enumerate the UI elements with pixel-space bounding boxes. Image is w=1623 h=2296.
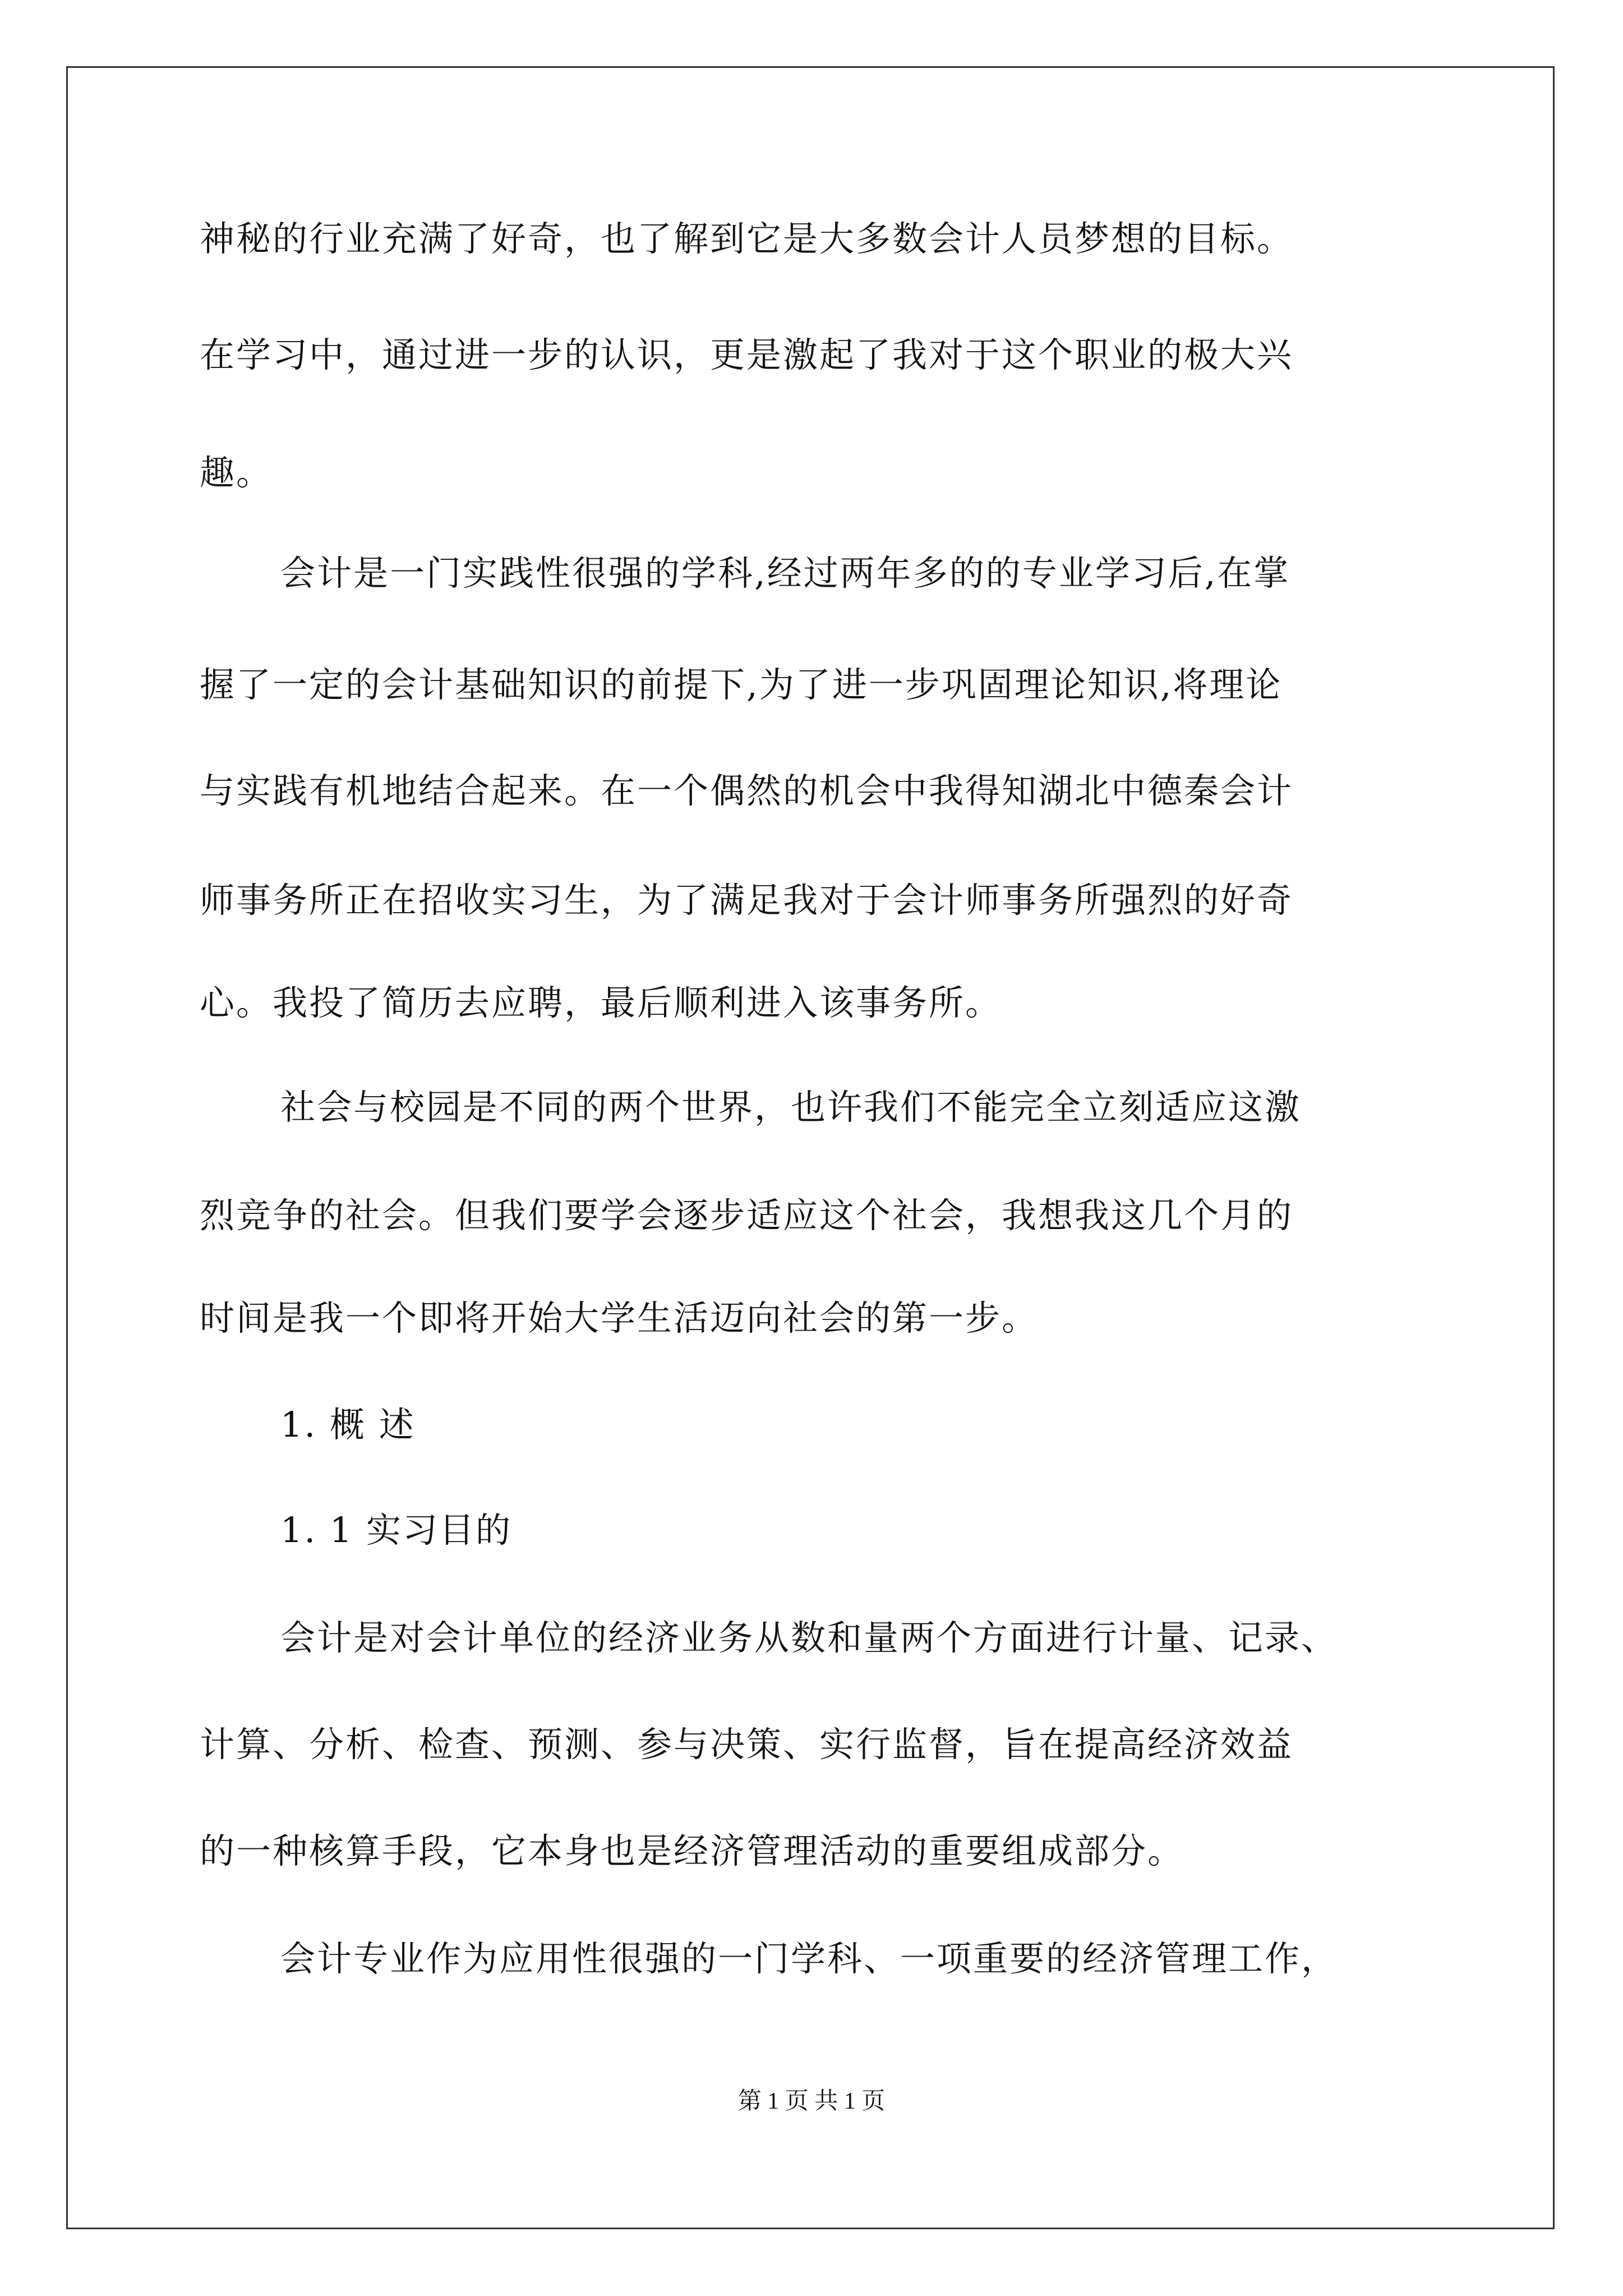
- text-line: 趣。: [200, 452, 273, 493]
- text-line: 师事务所正在招收实习生，为了满足我对于会计师事务所强烈的好奇: [200, 880, 1294, 921]
- text-line: 社会与校园是不同的两个世界，也许我们不能完全立刻适应这激: [280, 1087, 1302, 1128]
- text-line: 与实践有机地结合起来。在一个偶然的机会中我得知湖北中德秦会计: [200, 770, 1294, 811]
- text-line: 会计是一门实践性很强的学科,经过两年多的的专业学习后,在掌: [280, 553, 1290, 593]
- page-border: [66, 66, 1555, 2229]
- text-line: 神秘的行业充满了好奇，也了解到它是大多数会计人员梦想的目标。: [200, 218, 1294, 259]
- text-line: 会计专业作为应用性很强的一门学科、一项重要的经济管理工作，: [280, 1938, 1338, 1979]
- subsection-heading: 1. 1 实习目的: [280, 1510, 513, 1550]
- text-line: 会计是对会计单位的经济业务从数和量两个方面进行计量、记录、: [280, 1617, 1338, 1658]
- text-line: 心。我投了简历去应聘，最后顺利进入该事务所。: [200, 982, 1002, 1023]
- text-line: 握了一定的会计基础知识的前提下,为了进一步巩固理论知识,将理论: [200, 664, 1283, 705]
- text-line: 烈竞争的社会。但我们要学会逐步适应这个社会，我想我这几个月的: [200, 1195, 1294, 1236]
- text-line: 在学习中，通过进一步的认识，更是激起了我对于这个职业的极大兴: [200, 334, 1294, 375]
- section-heading: 1. 概 述: [280, 1404, 416, 1445]
- text-line: 时间是我一个即将开始大学生活迈向社会的第一步。: [200, 1297, 1039, 1338]
- text-line: 计算、分析、检查、预测、参与决策、实行监督，旨在提高经济效益: [200, 1724, 1294, 1765]
- page-footer: 第 1 页 共 1 页: [737, 2088, 886, 2114]
- text-line: 的一种核算手段，它本身也是经济管理活动的重要组成部分。: [200, 1830, 1184, 1871]
